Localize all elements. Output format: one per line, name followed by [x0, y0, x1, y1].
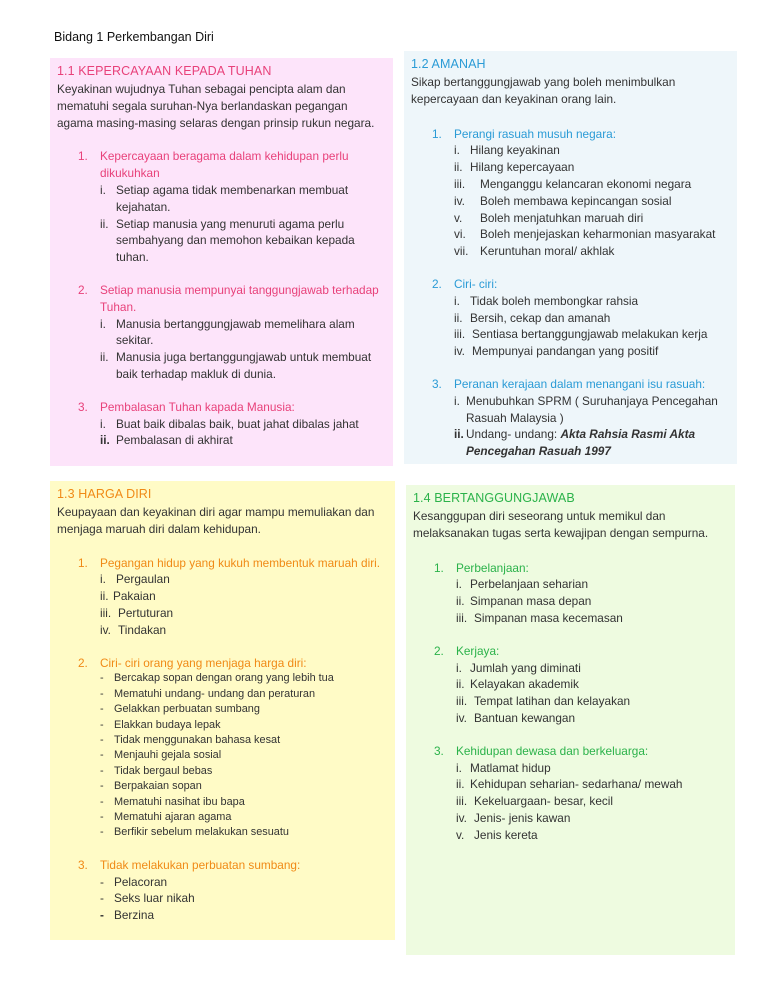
list-item: iii. Kekeluargaan- besar, kecil	[456, 794, 614, 809]
list-item: iv. Bantuan kewangan	[456, 710, 576, 725]
subsection-title: Pembalasan Tuhan kapada Manusia:	[100, 399, 295, 414]
subsection	[57, 148, 385, 266]
subsection	[413, 643, 727, 727]
list-item: - Elakkan budaya lepak	[100, 718, 221, 731]
subsection-title: Peranan kerajaan dalam menangani isu rasuah:	[454, 376, 706, 391]
list-item: ii. Kelayakan akademik	[456, 677, 579, 692]
list-item: - Gelakkan perbuatan sumbang	[100, 703, 260, 716]
section-intro: Keupayaan dan keyakinan diri agar mampu memuliakan dan menjaga maruah diri dalam kehidupan.	[57, 505, 375, 536]
subsection-number: 3.	[78, 399, 88, 414]
subsection-number: 3.	[434, 743, 444, 758]
subsection-title: Kerjaya:	[456, 643, 500, 658]
list-item: ii. Simpanan masa depan	[456, 594, 592, 609]
list-item: - Berpakaian sopan	[100, 780, 202, 793]
subsection-title: Pegangan hidup yang kukuh membentuk maruah diri.	[100, 555, 381, 570]
list-item: i. Manusia bertanggungjawab memelihara alam sekitar.	[100, 316, 355, 348]
subsection-number: 3.	[432, 376, 442, 391]
subsection-number: 1.	[78, 149, 88, 164]
list-item: vii. Keruntuhan moral/ akhlak	[454, 244, 615, 259]
subsection-number: 2.	[78, 655, 88, 670]
subsection-title: Setiap manusia mempunyai tanggungjawab terhadap Tuhan.	[100, 282, 379, 314]
section-intro: Keyakinan wujudnya Tuhan sebagai pencipta alam dan mematuhi segala suruhan-Nya berlandaskan pegangan agama masing-masing selaras dengan prinsip rukun negara.	[57, 82, 375, 130]
subsection	[411, 126, 729, 260]
section-title: 1.2 AMANAH	[411, 57, 486, 71]
list-item: v. Jenis kereta	[456, 827, 538, 842]
subsection-title: Kehidupan dewasa dan berkeluarga:	[456, 743, 649, 758]
section-title: 1.4 BERTANGGUNGJAWAB	[413, 491, 575, 505]
subsection-title: Ciri- ciri:	[454, 276, 498, 291]
list-item: iv. Tindakan	[100, 622, 167, 637]
subsection	[413, 743, 727, 844]
list-item: v. Boleh menjatuhkan maruah diri	[454, 210, 644, 225]
list-item: - Berfikir sebelum melakukan sesuatu	[100, 826, 289, 839]
list-item: ii. Pakaian	[100, 589, 156, 604]
list-item: ii. Kehidupan seharian- sedarhana/ mewah	[456, 777, 683, 792]
section-intro: Sikap bertanggungjawab yang boleh menimbulkan kepercayaan dan keyakinan orang lain.	[411, 75, 676, 106]
subsection-number: 3.	[78, 857, 88, 872]
list-item: - Tidak bergaul bebas	[100, 764, 213, 777]
list-item: i. Jumlah yang diminati	[456, 660, 581, 675]
subsection-number: 2.	[434, 643, 444, 658]
list-item: iv. Boleh membawa kepincangan sosial	[454, 193, 672, 208]
subsection	[411, 276, 729, 360]
list-item: iii. Menganggu kelancaran ekonomi negara	[454, 176, 692, 191]
list-item: i. Perbelanjaan seharian	[456, 577, 589, 592]
list-item: - Mematuhi nasihat ibu bapa	[100, 795, 245, 808]
list-item: - Mematuhi undang- undang dan peraturan	[100, 687, 316, 700]
list-item: ii. Bersih, cekap dan amanah	[454, 310, 611, 325]
list-item: - Bercakap sopan dengan orang yang lebih tua	[100, 672, 334, 685]
list-item: iii. Sentiasa bertanggungjawab melakukan kerja	[454, 327, 708, 342]
list-item: iii. Tempat latihan dan kelayakan	[456, 694, 631, 709]
section-harga-diri	[50, 481, 395, 940]
list-item: i. Hilang keyakinan	[454, 143, 560, 158]
section-title: 1.3 HARGA DIRI	[57, 487, 152, 501]
subsection	[57, 655, 387, 841]
subsection-number: 2.	[78, 282, 88, 297]
subsection-number: 1.	[432, 126, 442, 141]
subsection	[413, 560, 727, 627]
list-item: iii. Pertuturan	[100, 605, 174, 620]
list-item: - Seks luar nikah	[100, 891, 195, 906]
subsection-title: Perbelanjaan:	[456, 560, 529, 575]
subsection	[57, 555, 387, 639]
list-item: iii. Simpanan masa kecemasan	[456, 610, 623, 625]
section-title: 1.1 KEPERCAYAAN KEPADA TUHAN	[57, 64, 272, 78]
subsection-title: Ciri- ciri orang yang menjaga harga diri:	[100, 655, 307, 670]
list-item: - Tidak menggunakan bahasa kesat	[100, 734, 281, 746]
subsection-number: 2.	[432, 276, 442, 291]
list-item: iv. Mempunyai pandangan yang positif	[454, 344, 659, 359]
list-item: ii. Undang- undang: Akta Rahsia Rasmi Akta Pencegahan Rasuah 1997	[454, 427, 696, 459]
section-intro: Kesanggupan diri seseorang untuk memikul dan melaksanakan tugas serta kewajipan dengan sempurna.	[413, 509, 709, 540]
list-item: - Mematuhi ajaran agama	[100, 811, 232, 824]
list-item: i. Tidak boleh membongkar rahsia	[454, 293, 639, 308]
law-reference: Akta Rahsia Rasmi Akta Pencegahan Rasuah 1997	[466, 427, 696, 459]
subsection	[57, 282, 385, 383]
list-item: vi. Boleh menjejaskan keharmonian masyarakat	[454, 227, 716, 242]
page-title: Bidang 1 Perkembangan Diri	[54, 30, 214, 44]
list-item: ii. Setiap manusia yang menuruti agama perlu sembahyang dan memohon kebaikan kepada tuhan.	[100, 216, 355, 265]
subsection-title: Kepercayaan beragama dalam kehidupan perlu dikukuhkan	[100, 149, 349, 181]
list-item: i. Matlamat hidup	[456, 760, 551, 775]
subsection	[57, 399, 385, 449]
list-item: - Berzina	[100, 908, 154, 923]
subsection-title: Tidak melakukan perbuatan sumbang:	[100, 857, 301, 872]
list-item: - Menjauhi gejala sosial	[100, 749, 222, 762]
section-amanah	[404, 51, 737, 464]
list-item: ii. Manusia juga bertanggungjawab untuk membuat baik terhadap makluk di dunia.	[100, 350, 372, 381]
list-item: iv. Jenis- jenis kawan	[456, 810, 571, 825]
list-item: - Pelacoran	[100, 874, 168, 889]
list-item: i. Menubuhkan SPRM ( Suruhanjaya Pencegahan Rasuah Malaysia )	[454, 393, 718, 425]
subsection-number: 1.	[434, 560, 444, 575]
subsection-title: Perangi rasuah musuh negara:	[454, 126, 616, 141]
list-item: ii. Hilang kepercayaan	[454, 160, 575, 175]
section-bertanggungjawab	[406, 485, 735, 955]
subsection	[57, 857, 387, 924]
list-item: i. Setiap agama tidak membenarkan membuat kejahatan.	[100, 182, 349, 214]
list-item: i. Buat baik dibalas baik, buat jahat dibalas jahat	[100, 416, 359, 431]
subsection-number: 1.	[78, 555, 88, 570]
list-item: i. Pergaulan	[100, 572, 170, 587]
list-item: ii. Pembalasan di akhirat	[100, 433, 233, 448]
subsection	[411, 376, 729, 460]
section-kepercayaan	[50, 58, 393, 466]
